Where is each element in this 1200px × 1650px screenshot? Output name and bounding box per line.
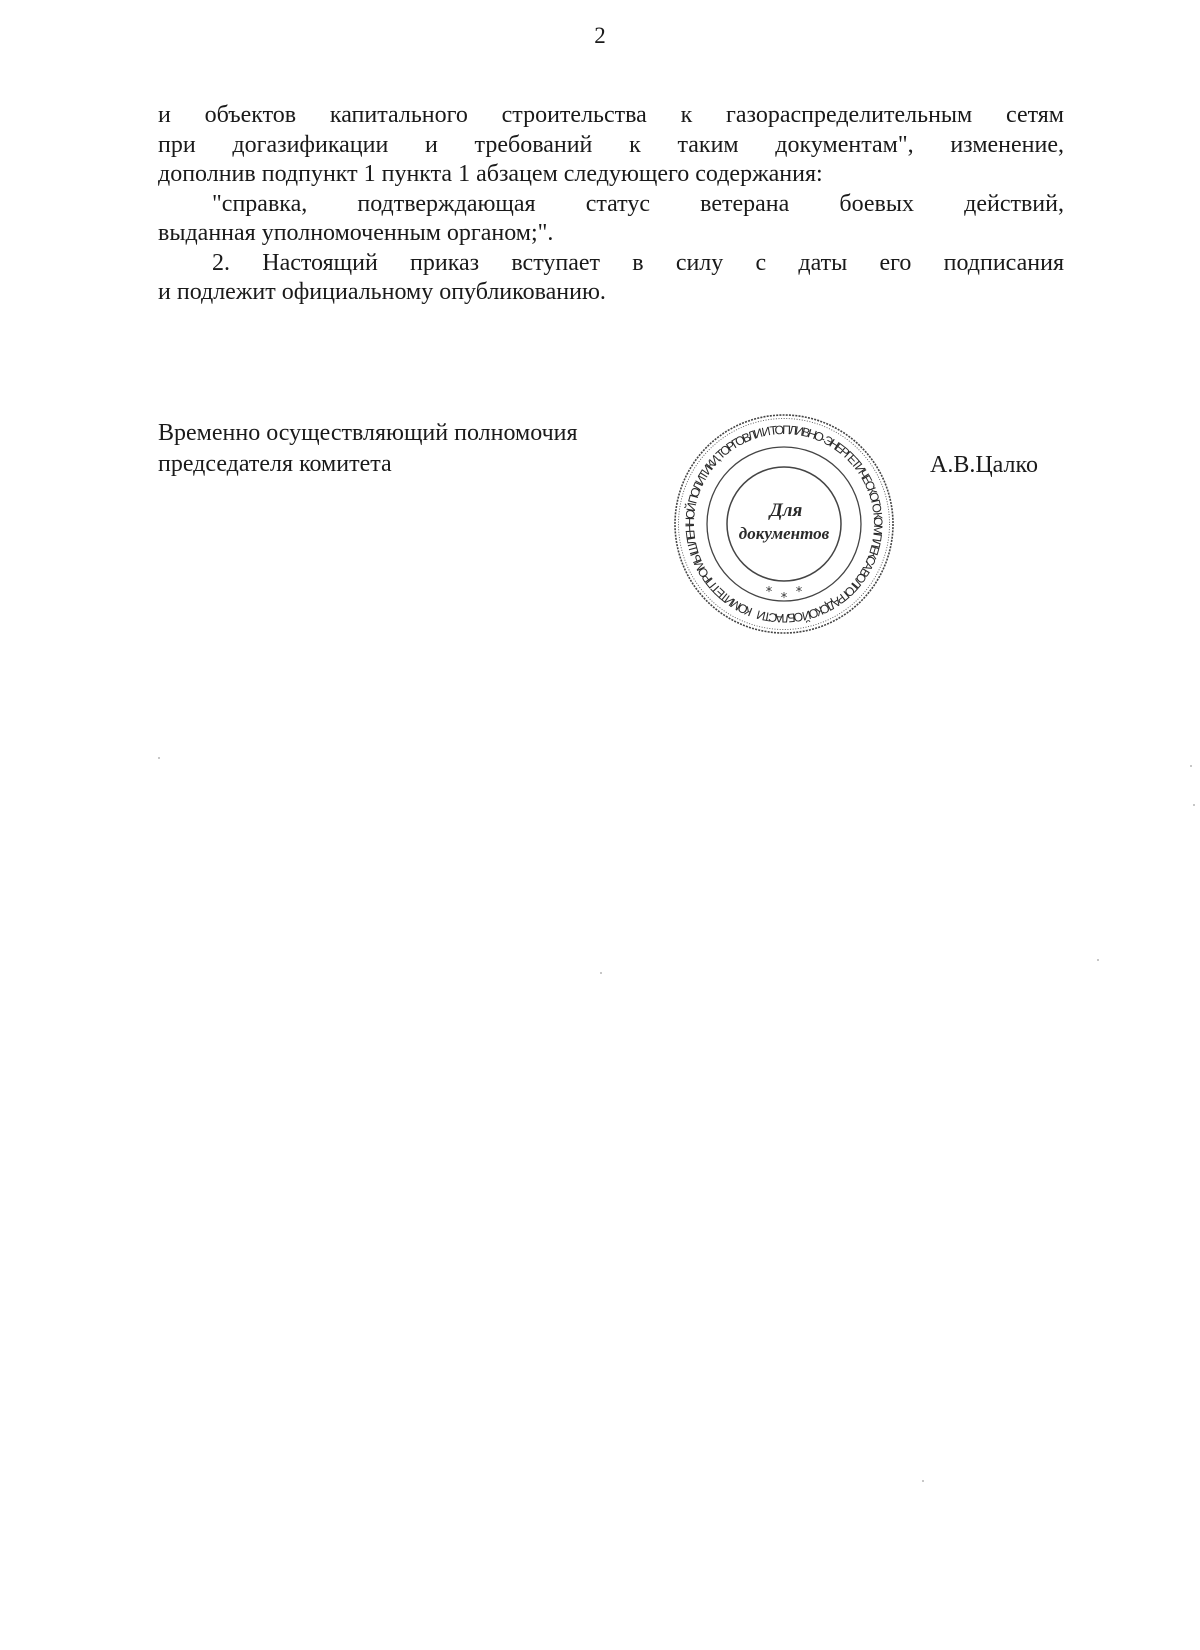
signer-name: А.В.Цалко xyxy=(930,452,1038,478)
scan-speck xyxy=(1097,959,1099,961)
scan-speck xyxy=(922,1480,924,1482)
signer-title-line: Временно осуществляющий полномочия xyxy=(158,420,578,446)
page-number: 2 xyxy=(594,23,606,48)
seal-star-icon: * xyxy=(780,591,788,606)
paragraph-line: дополнив подпункт 1 пункта 1 абзацем следующего содержания: xyxy=(158,161,823,187)
quote-line: выданная уполномоченным органом;". xyxy=(158,220,554,246)
scan-speck xyxy=(158,757,160,759)
official-seal-stamp xyxy=(668,408,900,640)
item-2-line: и подлежит официальному опубликованию. xyxy=(158,279,606,305)
seal-star-icon: * xyxy=(765,585,773,600)
item-2-line: 2. Настоящий приказ вступает в силу с даты его подписания xyxy=(212,249,1064,276)
scan-speck xyxy=(1193,804,1195,806)
seal-center-line: документов xyxy=(738,524,830,543)
scan-speck xyxy=(1190,765,1192,767)
scan-speck xyxy=(600,972,602,974)
signer-title-line: председателя комитета xyxy=(158,451,392,477)
document-body xyxy=(158,101,1064,308)
signer-title xyxy=(158,418,678,480)
seal-graphic xyxy=(668,408,900,640)
paragraph-line: и объектов капитального строительства к газораспределительным сетям xyxy=(158,102,1064,128)
paragraph-line: при догазификации и требований к таким документам", изменение, xyxy=(158,131,1064,158)
quote-line: "справка, подтверждающая статус ветерана боевых действий, xyxy=(212,190,1064,217)
seal-ring-text: КОМИТЕТ ПРОМЫШЛЕННОЙ ПОЛИТИКИ, ТОРГОВЛИ И ТОПЛИВНО- ЭНЕРГЕТИЧЕСКОГО КОМПЛЕКСА ВОЛГОГРАДСКОЙ ОБЛАСТИ xyxy=(682,422,886,626)
seal-center-line: Для xyxy=(769,500,803,521)
seal-star-icon: * xyxy=(795,585,803,600)
